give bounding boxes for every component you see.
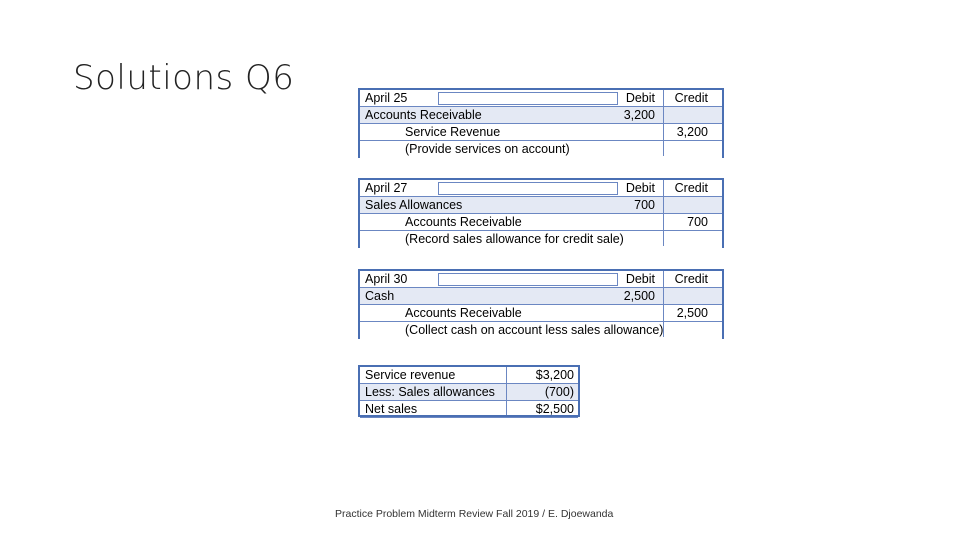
credit-header: Credit bbox=[674, 91, 708, 105]
summary-label: Less: Sales allowances bbox=[365, 385, 495, 399]
credit-header: Credit bbox=[674, 181, 708, 195]
journal-entry-april-30 bbox=[358, 269, 724, 339]
net-sales-summary bbox=[358, 365, 580, 417]
summary-value: (700) bbox=[544, 385, 574, 399]
summary-label: Service revenue bbox=[365, 368, 456, 382]
summary-row bbox=[360, 384, 578, 401]
entry-date: April 27 bbox=[365, 181, 408, 195]
summary-row bbox=[360, 401, 578, 418]
summary-row bbox=[360, 367, 578, 384]
credit-account: Accounts Receivable bbox=[405, 306, 522, 320]
summary-value: $2,500 bbox=[535, 402, 574, 416]
journal-entry-april-27 bbox=[358, 178, 724, 248]
entry-memo: (Collect cash on account less sales allowance) bbox=[405, 323, 664, 337]
slide-title: Solutions Q6 bbox=[73, 58, 295, 98]
credit-account: Accounts Receivable bbox=[405, 215, 522, 229]
credit-account: Service Revenue bbox=[405, 125, 501, 139]
entry-memo: (Provide services on account) bbox=[405, 142, 570, 156]
credit-header: Credit bbox=[674, 272, 708, 286]
debit-account: Sales Allowances bbox=[365, 198, 463, 212]
debit-amount: 2,500 bbox=[623, 289, 655, 303]
credit-amount: 2,500 bbox=[676, 306, 708, 320]
entry-date: April 25 bbox=[365, 91, 408, 105]
summary-value: $3,200 bbox=[535, 368, 574, 382]
entry-memo: (Record sales allowance for credit sale) bbox=[405, 232, 624, 246]
footer-text: Practice Problem Midterm Review Fall 2019 / E. Djoewanda bbox=[335, 508, 614, 520]
debit-header: Debit bbox=[625, 272, 655, 286]
debit-amount: 700 bbox=[634, 198, 655, 212]
debit-amount: 3,200 bbox=[623, 108, 655, 122]
summary-label: Net sales bbox=[365, 402, 418, 416]
debit-header: Debit bbox=[625, 181, 655, 195]
credit-amount: 3,200 bbox=[676, 125, 708, 139]
entry-date: April 30 bbox=[365, 272, 408, 286]
debit-account: Accounts Receivable bbox=[365, 108, 482, 122]
credit-amount: 700 bbox=[687, 215, 708, 229]
debit-account: Cash bbox=[365, 289, 395, 303]
journal-entry-april-25 bbox=[358, 88, 724, 158]
debit-header: Debit bbox=[625, 91, 655, 105]
